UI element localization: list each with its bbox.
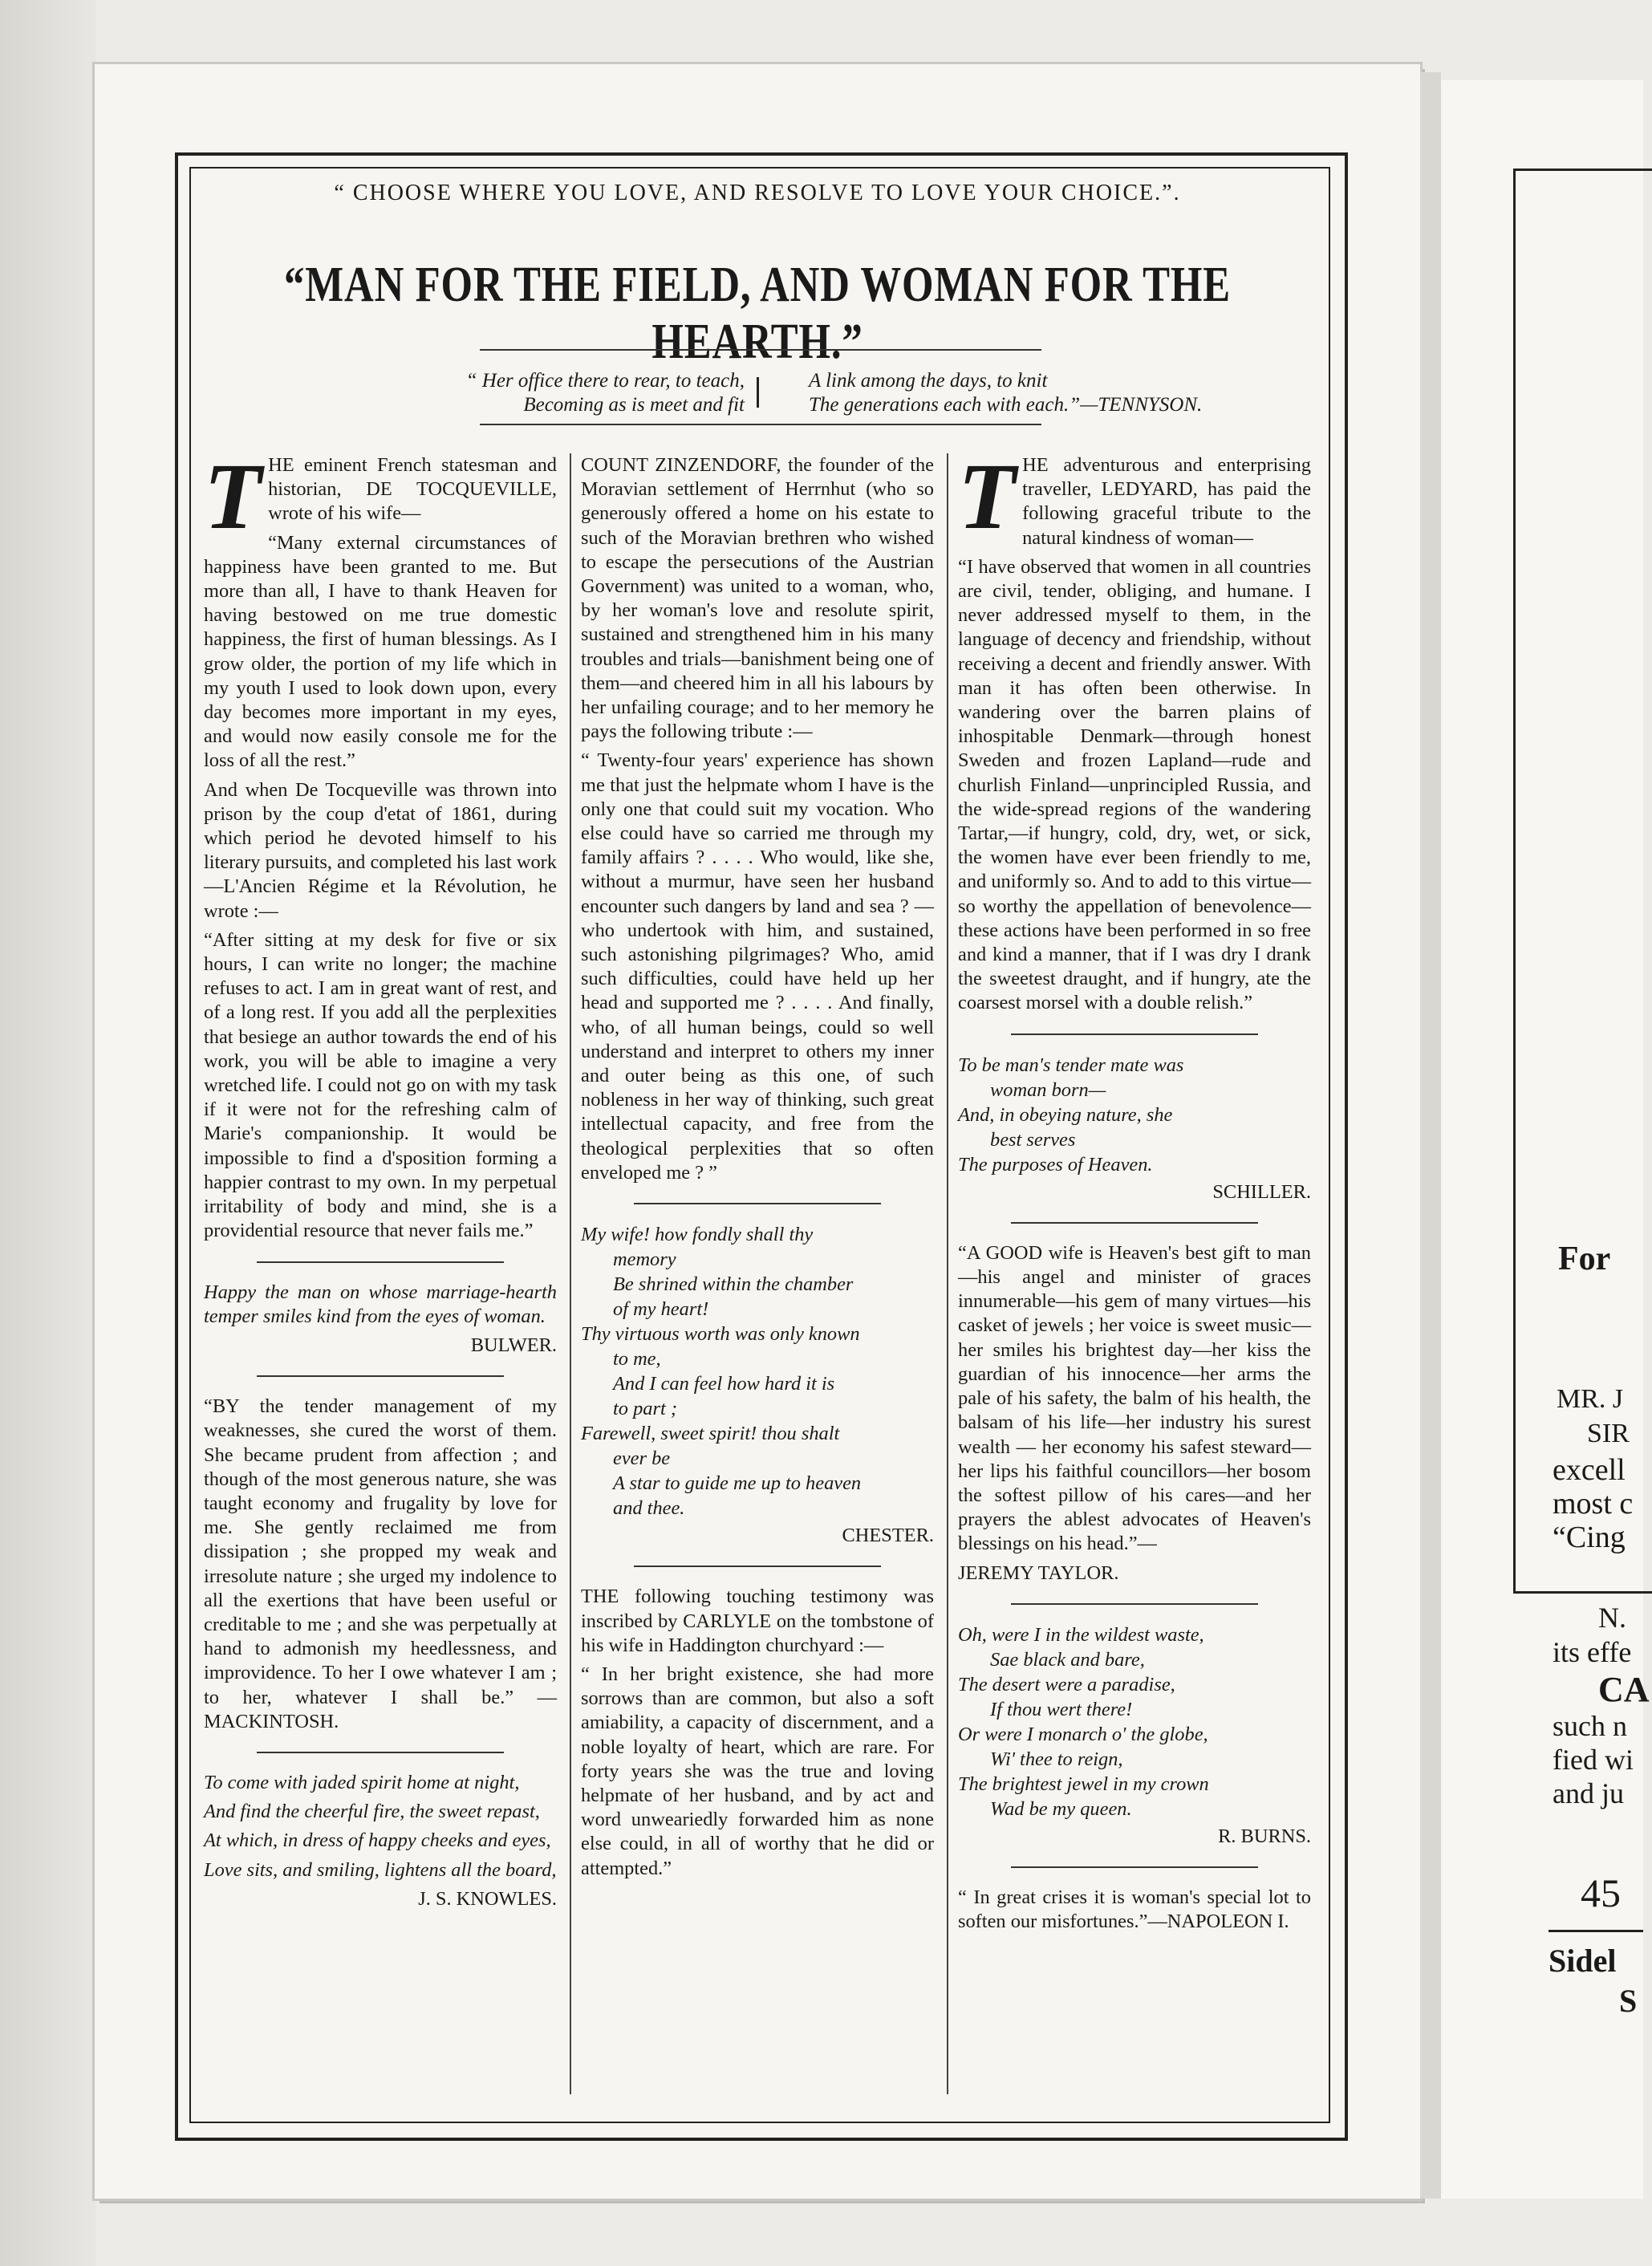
dropcap: T <box>958 444 1017 549</box>
right-s: S <box>1619 1983 1638 2019</box>
tocqueville-quote-1: “Many external circumstances of happiness have been granted to me. But more than all, I have to thank Heaven for having bestowed on me true domestic happiness, the first of human blessings. As I grow older, the portion of my life which in my youth I used to look down upon, every day becomes more important in my eyes, and would now easily console me for the loss of all the rest.” <box>204 531 557 772</box>
right-for: For <box>1558 1241 1611 1277</box>
verse-line: A star to guide me up to heaven <box>613 1472 862 1495</box>
carlyle-epitaph: “ In her bright existence, she had more sorrows than are common, but also a soft amiability, a capacity of discernment, and a noble loyalty of heart, which are rare. For forty years she was the true and loving helpmate of her husband, and by act and word unweariedly forwarded him as none else could, in all of worthy that he did or attempted.” <box>581 1663 934 1879</box>
ledyard-quote: “I have observed that women in all countries are civil, tender, obliging, and humane. I never addressed myself to them, in the language of decency and friendship, without receiving a decent and friendly answer. With man it has often been otherwise. In wandering over the barren plains of inhospitable Denmark—through honest Sweden and frozen Lapland—rude and churlish Finland—unprincipled Russia, and the wide-spread regions of the wandering Tartar,—if hungry, cold, dry, wet, or sick, the women have ever been friendly to me, and uniformly so. And to add to this virtue—so worthy the appellation of benevolence—these actions have been performed in so free and kind a manner, that if I was dry I drank the sweetest draught, and if hungry, ate the coarsest morsel with a double relish.” <box>958 555 1311 1014</box>
verse-line: The purposes of Heaven. <box>958 1153 1153 1176</box>
book-gutter <box>1420 72 1441 2199</box>
column-rule-2 <box>947 453 948 2094</box>
verse-line: Sae black and bare, <box>990 1648 1145 1671</box>
epigraph-right <box>809 369 1258 417</box>
taylor-quote: “A GOOD wife is Heaven's best gift to man—his angel and minister of graces innumerable—his gem of many virtues—his casket of jewels ; her voice is sweet music—her smiles his brightest day—her kiss the guardian of his innocence—her arms the pale of his safety, the balm of his health, the balsam of his life—her industry his surest wealth — her economy his safest steward—her lips his faithful councillors—her bosom the softest pillow of his cares—and her prayers the ablest advocates of Heaven's blessings on his head.”— <box>958 1241 1311 1555</box>
knowles-line-1: To come with jaded spirit home at night, <box>204 1771 520 1793</box>
divider <box>634 1203 881 1204</box>
right-number: 45 <box>1581 1870 1621 1915</box>
divider <box>1011 1034 1258 1035</box>
taylor-signature: JEREMY TAYLOR. <box>958 1561 1119 1584</box>
verse-line: And, in obeying nature, she <box>958 1103 1173 1126</box>
epigraph-left-line2: Becoming as is meet and fit <box>523 394 745 416</box>
verse-line: Or were I monarch o' the globe, <box>958 1723 1208 1745</box>
burns-verse <box>958 1622 1311 1821</box>
divider <box>634 1565 881 1567</box>
epigraph-left-line1: “ Her office there to rear, to teach, <box>465 370 745 392</box>
column-1 <box>204 444 557 1916</box>
right-ca: CA <box>1598 1670 1650 1709</box>
verse-line: to me, <box>613 1348 661 1371</box>
divider <box>1011 1222 1258 1224</box>
right-mr: MR. J <box>1557 1384 1624 1414</box>
left-page <box>95 64 1420 2199</box>
headline-rule <box>480 349 1041 351</box>
tocqueville-prison: And when De Tocqueville was thrown into prison by the coup d'etat of 1861, during which period he devoted himself to his literary pursuits, and completed his last work—L'Ancien Régime et la Révolution, he wrote :— <box>204 778 557 922</box>
verse-line: and thee. <box>613 1497 685 1520</box>
right-sidel: Sidel <box>1548 1943 1617 1979</box>
verse-line: To be man's tender mate was <box>958 1054 1184 1076</box>
chester-signature: CHESTER. <box>842 1525 934 1547</box>
right-effe: its effe <box>1553 1636 1632 1668</box>
column-rule-1 <box>570 453 571 2094</box>
epigraph-left <box>367 369 745 417</box>
verse-line: And I can feel how hard it is <box>613 1373 835 1395</box>
verse-line: Oh, were I in the wildest waste, <box>958 1623 1204 1646</box>
column-2 <box>581 453 934 1886</box>
column-3 <box>958 444 1311 1939</box>
motto: “ CHOOSE WHERE YOU LOVE, AND RESOLVE TO LOVE YOUR CHOICE.”. <box>334 181 1181 205</box>
verse-line: best serves <box>990 1128 1076 1151</box>
knowles-line-4: Love sits, and smiling, lightens all the board, <box>204 1858 557 1881</box>
schiller-verse <box>958 1053 1311 1177</box>
tocqueville-intro <box>204 444 557 549</box>
verse-line: Farewell, sweet spirit! thou shalt <box>581 1423 840 1445</box>
zinzendorf-quote: “ Twenty-four years' experience has shown me that just the helpmate whom I have is the only one that could suit my vocation. Who else could have so carried me through my family affairs ? . . . . Who would, like she, without a murmur, have seen her husband encounter such dangers by land and sea ? — who undertook with him, and sustained, such astonishing pilgrimages? Who, amid such difficulties, could have held up her head and supported me ? . . . . And finally, who, of all human beings, could so well understand and interpret to others my inner and outer being as this one, of such nobleness in her way of thinking, such great intellectual capacity, and free from the theological perplexities that so often enveloped me ? ” <box>581 749 934 1184</box>
divider <box>257 1752 504 1753</box>
carlyle-intro: THE following touching testimony was inscribed by CARLYLE on the tombstone of his wife in Haddington churchyard :— <box>581 1586 934 1656</box>
verse-line: Be shrined within the chamber <box>613 1273 854 1296</box>
dropcap: T <box>204 444 262 549</box>
right-n: N. <box>1598 1602 1626 1634</box>
divider <box>257 1261 504 1263</box>
mackintosh-quote: “BY the tender management of my weaknesses, she cured the worst of them. She became prudent from affection ; and though of the most generous nature, she was taught economy and frugality by love for me. She gently reclaimed me from dissipation ; she propped my weak and irresolute nature ; she urged my indolence to all the exertions that have been useful or creditable to me ; and she was perpetually at hand to admonish my heedlessness, and improvidence. To her I owe whatever I am ; to her, whatever I shall be.” —MACKINTOSH. <box>204 1395 557 1732</box>
burns-signature: R. BURNS. <box>1218 1825 1311 1847</box>
verse-line: The brightest jewel in my crown <box>958 1773 1209 1795</box>
right-fied: fied wi <box>1553 1744 1634 1776</box>
verse-line: If thou wert there! <box>990 1698 1133 1720</box>
right-such: such n <box>1553 1710 1627 1742</box>
epigraph-right-line2: The generations each with each.”—TENNYSON. <box>809 394 1203 416</box>
right-cing: “Cing <box>1553 1521 1626 1554</box>
verse-line: of my heart! <box>613 1298 709 1321</box>
right-andju: and ju <box>1553 1777 1624 1809</box>
verse-line: to part ; <box>613 1398 677 1420</box>
tocqueville-intro-text: HE eminent French statesman and historian, DE TOCQUEVILLE, wrote of his wife— <box>268 454 557 525</box>
verse-line: ever be <box>613 1448 671 1470</box>
epigraph-right-line1: A link among the days, to knit <box>809 370 1048 392</box>
divider <box>1011 1603 1258 1605</box>
ledyard-intro-text: HE adventurous and enterprising traveller, LEDYARD, has paid the following graceful tribute to the natural kindness of woman— <box>1022 454 1311 549</box>
napoleon-quote: “ In great crises it is woman's special lot to soften our misfortunes.”—NAPOLEON I. <box>958 1886 1311 1933</box>
headline: “MAN FOR THE FIELD, AND WOMAN FOR THE HEARTH.” <box>284 258 1231 369</box>
ledyard-intro <box>958 444 1311 550</box>
epigraph-rule <box>480 424 1041 425</box>
bulwer-verse: Happy the man on whose marriage-hearth temper smiles kind from the eyes of woman. <box>204 1281 557 1327</box>
knowles-line-2: And find the cheerful fire, the sweet repast, <box>204 1801 540 1823</box>
verse-line: memory <box>613 1249 676 1271</box>
right-rule <box>1548 1930 1643 1932</box>
verse-line: My wife! how fondly shall thy <box>581 1224 814 1246</box>
tocqueville-quote-2: “After sitting at my desk for five or six hours, I can write no longer; the machine refuses to act. I am in great want of rest, and of a long rest. If you add all the perplexities that besiege an author towards the end of his work, you will be able to imagine a very wretched life. I could not go on with my task if it were not for the refreshing calm of Marie's companionship. It would be impossible to find a d'sposition forming a happier contrast to my own. In my perpetual irritability of body and mind, she is a providential resource that never fails me.” <box>204 928 557 1242</box>
epigraph-divider <box>757 377 759 408</box>
knowles-signature: J. S. KNOWLES. <box>418 1887 557 1910</box>
verse-line: Wad be my queen. <box>990 1797 1132 1820</box>
verse-line: woman born— <box>990 1078 1106 1101</box>
chester-verse <box>581 1222 934 1521</box>
right-excell: excell <box>1553 1453 1626 1487</box>
book-edge <box>0 0 96 2266</box>
divider <box>257 1375 504 1377</box>
verse-line: Thy virtuous worth was only known <box>581 1323 860 1346</box>
right-sir: SIR <box>1587 1419 1630 1448</box>
divider <box>1011 1866 1258 1868</box>
right-page-border <box>1513 169 1652 1594</box>
zinzendorf-intro: COUNT ZINZENDORF, the founder of the Moravian settlement of Herrnhut (who so generously offered a home on his estate to such of the Moravian brethren who wished to escape the persecutions of the Austrian Government) was united to a woman, who, by her woman's love and resolute spirit, sustained and strengthened him in his many troubles and trials—banishment being one of them—and cheered him in all his labours by her unfailing courage; and to her memory he pays the following tribute :— <box>581 454 934 743</box>
verse-line: The desert were a paradise, <box>958 1673 1175 1695</box>
schiller-signature: SCHILLER. <box>1212 1180 1311 1203</box>
right-most: most c <box>1553 1487 1634 1521</box>
knowles-line-3: At which, in dress of happy cheeks and eyes, <box>204 1829 551 1852</box>
bulwer-signature: BULWER. <box>470 1334 557 1356</box>
verse-line: Wi' thee to reign, <box>990 1748 1123 1770</box>
